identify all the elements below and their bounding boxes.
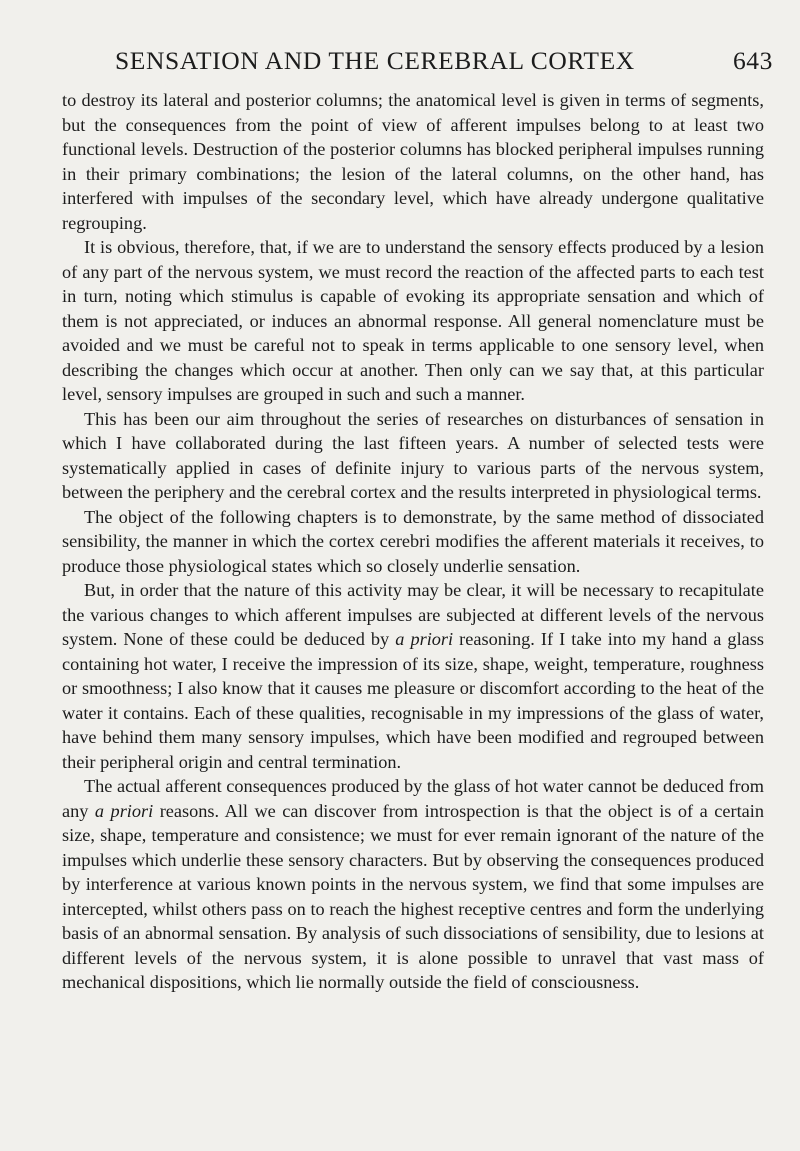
paragraph-1: to destroy its lateral and posterior columns; the anatomical level is given in terms of segments, but the consequences from the point of view of afferent impulses belong to at least two functional levels. Destruction of the posterior columns has blocked peripheral impulses running in their primary combinations; the lesion of the lateral columns, on the other hand, has interfered with impulses of the secondary level, which have already undergone qualitative regrouping. [62, 90, 764, 233]
paragraph-6 [62, 774, 764, 995]
paragraph-2: It is obvious, therefore, that, if we are to understand the sensory effects produced by a lesion of any part of the nervous system, we must record the reaction of the affected parts to each test in turn, noting which stimulus is capable of evoking its appropriate sensation and which of them is not appreciated, or induces an abnormal response. All general nomenclature must be avoided and we must be careful not to speak in terms applicable to one sensory level, when describing the changes which occur at another. Then only can we say that, at this particular level, sensory impulses are grouped in such and such a manner. [62, 237, 764, 404]
paragraph-5-text-after: reasoning. If I take into my hand a glass containing hot water, I receive the impression of its size, shape, weight, temperature, roughness or smoothness; I also know that it causes me pleasure or discomfort according to the heat of the water it contains. Each of these qualities, recognisable in my impressions of the glass of water, have behind them many sensory impulses, which have been modified and regrouped between their peripheral origin and central termination. [62, 629, 764, 772]
paragraph-3: This has been our aim throughout the series of researches on disturbances of sensation in which I have collaborated during the last fifteen years. A number of selected tests were systematically applied in cases of definite injury to various parts of the nervous system, between the periphery and the cerebral cortex and the results interpreted in physiological terms. [62, 408, 764, 502]
paragraph-6-italic: a priori [94, 800, 154, 821]
paragraph-6-text-after: reasons. All we can discover from introspection is that the object is of a certain size, shape, temperature and consistence; we must for ever remain ignorant of the nature of the impulses which underlie these sensory characters. But by observing the consequences produced by interference at various known points in the nervous system, we find that some impulses are intercepted, whilst others pass on to reach the highest receptive centres and form the underlying basis of an abnormal sensation. By analysis of such dissociations of sensibility, due to lesions at different levels of the nervous system, it is alone possible to unravel that vast mass of mechanical dispositions, which lie normally outside the field of consciousness. [62, 800, 764, 992]
paragraph-5-italic: a priori [395, 629, 454, 649]
paragraph-6-text-before: The actual afferent consequences produced by the glass of hot water cannot be deduced from any [62, 776, 764, 821]
running-head [115, 44, 773, 78]
running-title: SENSATION AND THE CEREBRAL CORTEX [115, 46, 635, 75]
paragraph-5 [62, 578, 764, 774]
paragraph-5-text-before: But, in order that the nature of this activity may be clear, it will be necessary to recapitulate the various changes to which afferent impulses are subjected at different levels of the nervous system. None of these could be deduced by [62, 580, 764, 649]
page-number: 643 [732, 46, 773, 75]
paragraph-4: The object of the following chapters is to demonstrate, by the same method of dissociated sensibility, the manner in which the cortex cerebri modifies the afferent materials it receives, to produce those physiological states which so closely underlie sensation. [62, 506, 764, 576]
body-text [62, 88, 764, 995]
